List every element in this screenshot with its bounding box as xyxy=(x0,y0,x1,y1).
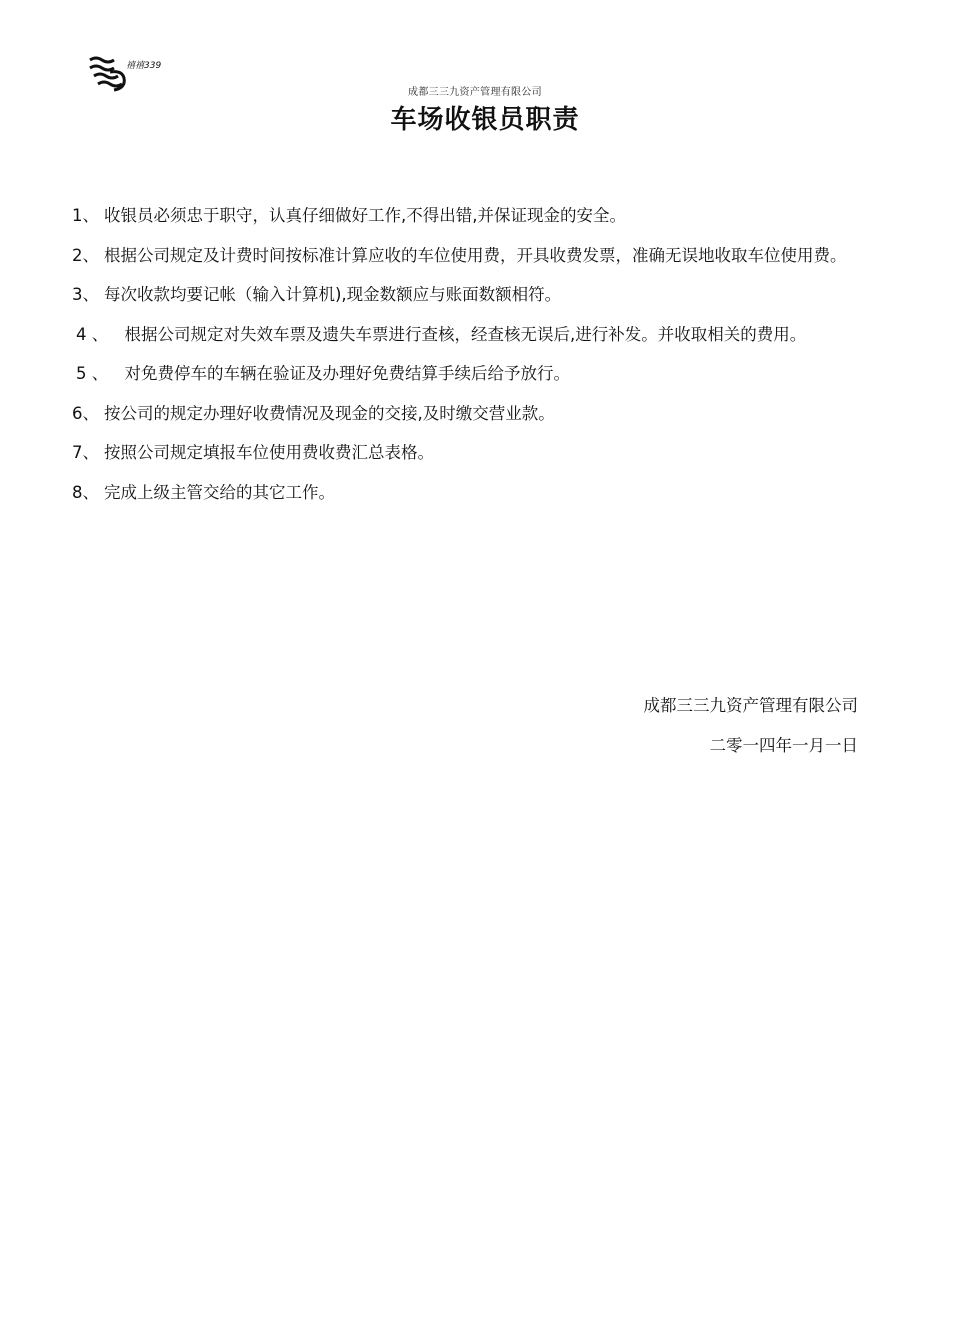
duties-list xyxy=(72,196,874,512)
signature-company: 成都三三九资产管理有限公司 xyxy=(643,696,858,715)
item-number: 5 、 xyxy=(76,364,109,383)
item-text: 对免费停车的车辆在验证及办理好免费结算手续后给予放行。 xyxy=(124,364,570,383)
company-name-header: 成都三三九资产管理有限公司 xyxy=(408,87,542,98)
item-text: 根据公司规定及计费时间按标准计算应收的车位使用费，开具收费发票，准确无误地收取车位使用费。 xyxy=(104,245,847,265)
item-text: 完成上级主管交给的其它工作。 xyxy=(104,482,335,502)
item-text: 按公司的规定办理好收费情况及现金的交接,及时缴交营业款。 xyxy=(104,403,555,423)
item-text: 每次收款均要记帐（输入计算机),现金数额应与账面数额相符。 xyxy=(104,285,562,304)
list-item: 1、 收银员必须忠于职守，认真仔细做好工作,不得出错,并保证现金的安全。 xyxy=(72,206,626,225)
item-text: 根据公司规定对失效车票及遗失车票进行查核，经查核无误后,进行补发。并收取相关的费用。 xyxy=(124,324,807,344)
list-item: 7、 按照公司规定填报车位使用费收费汇总表格。 xyxy=(72,443,434,462)
logo-text: 禧禧339 xyxy=(126,61,162,71)
list-item xyxy=(76,354,874,394)
list-item: 2、 根据公司规定及计费时间按标准计算应收的车位使用费，开具收费发票，准确无误地收取车位使用费。 xyxy=(72,245,847,265)
list-item: 6、 按公司的规定办理好收费情况及现金的交接,及时缴交营业款。 xyxy=(72,403,555,423)
page-title: 车场收银员职责 xyxy=(390,105,580,135)
item-number: 4 、 xyxy=(76,324,109,344)
list-item: 3、 每次收款均要记帐（输入计算机),现金数额应与账面数额相符。 xyxy=(72,285,562,304)
signature-date: 二零一四年一月一日 xyxy=(709,736,858,755)
list-item: 8、 完成上级主管交给的其它工作。 xyxy=(72,482,335,502)
signature-block xyxy=(644,686,859,766)
item-text: 收银员必须忠于职守，认真仔细做好工作,不得出错,并保证现金的安全。 xyxy=(104,206,626,225)
item-text: 按照公司规定填报车位使用费收费汇总表格。 xyxy=(104,443,434,462)
list-item xyxy=(76,315,874,355)
